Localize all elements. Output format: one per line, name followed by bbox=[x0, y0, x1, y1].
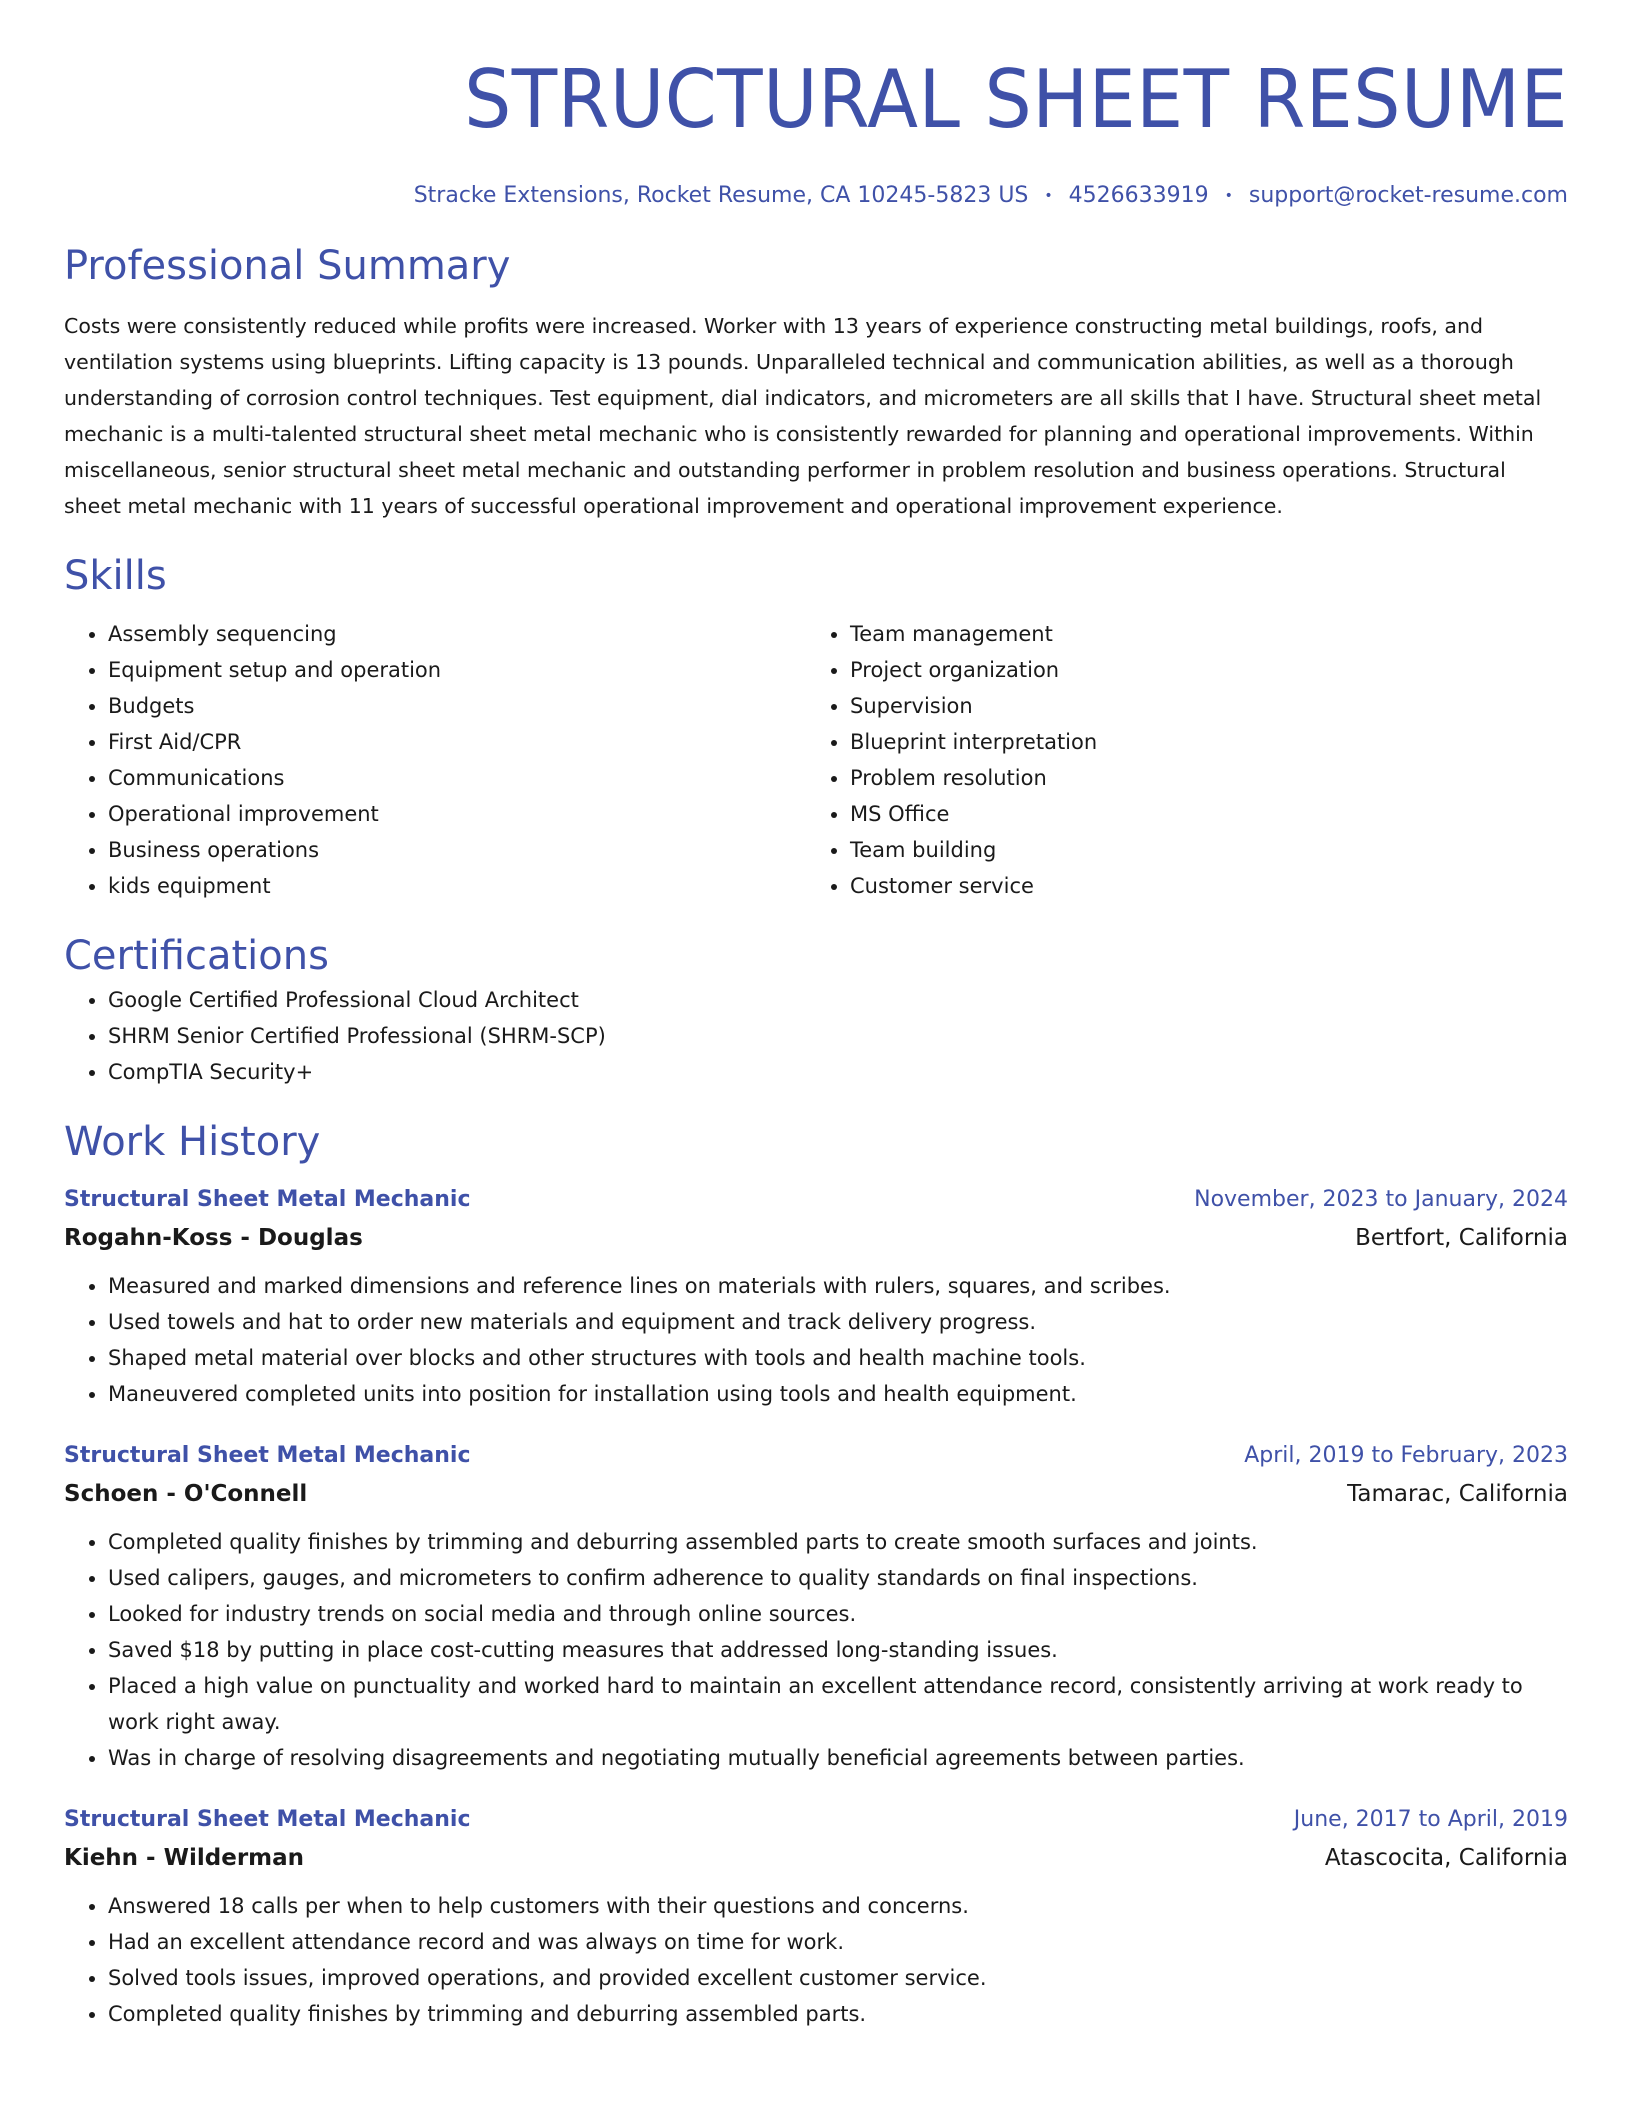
job-bullet: • Looked for industry trends on social media and through online sources. bbox=[108, 1596, 1568, 1632]
job-dates: June, 2017 to April, 2019 bbox=[1293, 1807, 1568, 1832]
job-dates: April, 2019 to February, 2023 bbox=[1244, 1443, 1568, 1468]
certifications-list bbox=[64, 982, 1568, 1090]
skills-column-left bbox=[64, 616, 806, 904]
job-bullet: • Answered 18 calls per when to help customers with their questions and concerns. bbox=[108, 1888, 1568, 1924]
job-location: Atascocita, California bbox=[1324, 1845, 1568, 1871]
skill-item: • Operational improvement bbox=[108, 796, 806, 832]
certification-item: • Google Certified Professional Cloud Architect bbox=[108, 982, 1568, 1018]
job-company: Schoen - O'Connell bbox=[64, 1481, 308, 1507]
resume-header bbox=[64, 0, 1568, 212]
job-bullet: • Maneuvered completed units into position for installation using tools and health equipment. bbox=[108, 1376, 1568, 1412]
certifications-heading: Certifications bbox=[64, 933, 329, 979]
skills-column-right bbox=[806, 616, 1548, 904]
contact-separator: • bbox=[1044, 188, 1053, 204]
job-bullet: • Solved tools issues, improved operations, and provided excellent customer service. bbox=[108, 1960, 1568, 1996]
job-bullet: • Shaped metal material over blocks and other structures with tools and health machine tools. bbox=[108, 1340, 1568, 1376]
skills-heading: Skills bbox=[64, 553, 167, 599]
job-entry bbox=[64, 1438, 1568, 1776]
work-history-heading: Work History bbox=[64, 1119, 321, 1165]
job-bullets bbox=[64, 1888, 1568, 2032]
resume-name: STRUCTURAL SHEET RESUME bbox=[464, 53, 1569, 146]
skill-item: • Communications bbox=[108, 760, 806, 796]
job-location: Tamarac, California bbox=[1347, 1481, 1568, 1507]
certification-item: • SHRM Senior Certified Professional (SHRM-SCP) bbox=[108, 1018, 1568, 1054]
contact-address: Stracke Extensions, Rocket Resume, CA 10245-5823 US bbox=[413, 183, 1029, 208]
contact-separator: • bbox=[1224, 188, 1233, 204]
job-bullets bbox=[64, 1268, 1568, 1412]
job-title: Structural Sheet Metal Mechanic bbox=[64, 1807, 471, 1832]
skill-item: • Team building bbox=[850, 832, 1548, 868]
skill-item: • MS Office bbox=[850, 796, 1548, 832]
job-bullets bbox=[64, 1524, 1568, 1776]
job-header-row bbox=[64, 1438, 1568, 1474]
summary-heading: Professional Summary bbox=[64, 243, 511, 289]
skill-item: • Budgets bbox=[108, 688, 806, 724]
job-bullet: • Completed quality finishes by trimming and deburring assembled parts to create smooth surfaces and joints. bbox=[108, 1524, 1568, 1560]
skill-item: • First Aid/CPR bbox=[108, 724, 806, 760]
job-bullet: • Used towels and hat to order new materials and equipment and track delivery progress. bbox=[108, 1304, 1568, 1340]
job-company-row bbox=[64, 1474, 1568, 1514]
contact-phone: 4526633919 bbox=[1068, 183, 1209, 208]
job-bullet: • Measured and marked dimensions and reference lines on materials with rulers, squares, and scribes. bbox=[108, 1268, 1568, 1304]
job-header-row bbox=[64, 1182, 1568, 1218]
job-company-row bbox=[64, 1218, 1568, 1258]
skill-item: • Customer service bbox=[850, 868, 1548, 904]
job-bullet: • Saved $18 by putting in place cost-cutting measures that addressed long-standing issues. bbox=[108, 1632, 1568, 1668]
contact-line bbox=[64, 180, 1568, 212]
job-header-row bbox=[64, 1802, 1568, 1838]
skill-item: • Problem resolution bbox=[850, 760, 1548, 796]
job-company: Kiehn - Wilderman bbox=[64, 1845, 305, 1871]
certification-item: • CompTIA Security+ bbox=[108, 1054, 1568, 1090]
job-bullet: • Placed a high value on punctuality and worked hard to maintain an excellent attendance record, consistently arriving at work ready to work right away. bbox=[108, 1668, 1568, 1740]
job-company-row bbox=[64, 1838, 1568, 1878]
skill-item: • Business operations bbox=[108, 832, 806, 868]
job-bullet: • Completed quality finishes by trimming and deburring assembled parts. bbox=[108, 1996, 1568, 2032]
skill-item: • Blueprint interpretation bbox=[850, 724, 1548, 760]
skill-item: • Team management bbox=[850, 616, 1548, 652]
job-entry bbox=[64, 1802, 1568, 2032]
skill-item: • kids equipment bbox=[108, 868, 806, 904]
job-entry bbox=[64, 1182, 1568, 1412]
skills-list bbox=[64, 616, 1568, 904]
job-dates: November, 2023 to January, 2024 bbox=[1194, 1187, 1568, 1212]
skill-item: • Assembly sequencing bbox=[108, 616, 806, 652]
summary-text: Costs were consistently reduced while profits were increased. Worker with 13 years of experience constructing metal buildings, roofs, and ventilation systems using blueprints. Lifting capacity is 13 pounds. Unparalleled technical and communication abilities, as well as a thorough understanding of corrosion control techniques. Test equipment, dial indicators, and micrometers are all skills that I have. Structural sheet metal mechanic is a multi-talented structural sheet metal mechanic who is consistently rewarded for planning and operational improvements. Within miscellaneous, senior structural sheet metal mechanic and outstanding performer in problem resolution and business operations. Structural sheet metal mechanic with 11 years of successful operational improvement and operational improvement experience. bbox=[64, 314, 1542, 518]
job-bullet: • Used calipers, gauges, and micrometers to confirm adherence to quality standards on final inspections. bbox=[108, 1560, 1568, 1596]
contact-email: support@rocket-resume.com bbox=[1248, 183, 1568, 208]
skill-item: • Equipment setup and operation bbox=[108, 652, 806, 688]
skill-item: • Supervision bbox=[850, 688, 1548, 724]
job-location: Bertfort, California bbox=[1355, 1225, 1568, 1251]
job-title: Structural Sheet Metal Mechanic bbox=[64, 1187, 471, 1212]
job-bullet: • Was in charge of resolving disagreements and negotiating mutually beneficial agreements between parties. bbox=[108, 1740, 1568, 1776]
job-bullet: • Had an excellent attendance record and was always on time for work. bbox=[108, 1924, 1568, 1960]
job-title: Structural Sheet Metal Mechanic bbox=[64, 1443, 471, 1468]
skill-item: • Project organization bbox=[850, 652, 1548, 688]
job-company: Rogahn-Koss - Douglas bbox=[64, 1225, 363, 1251]
